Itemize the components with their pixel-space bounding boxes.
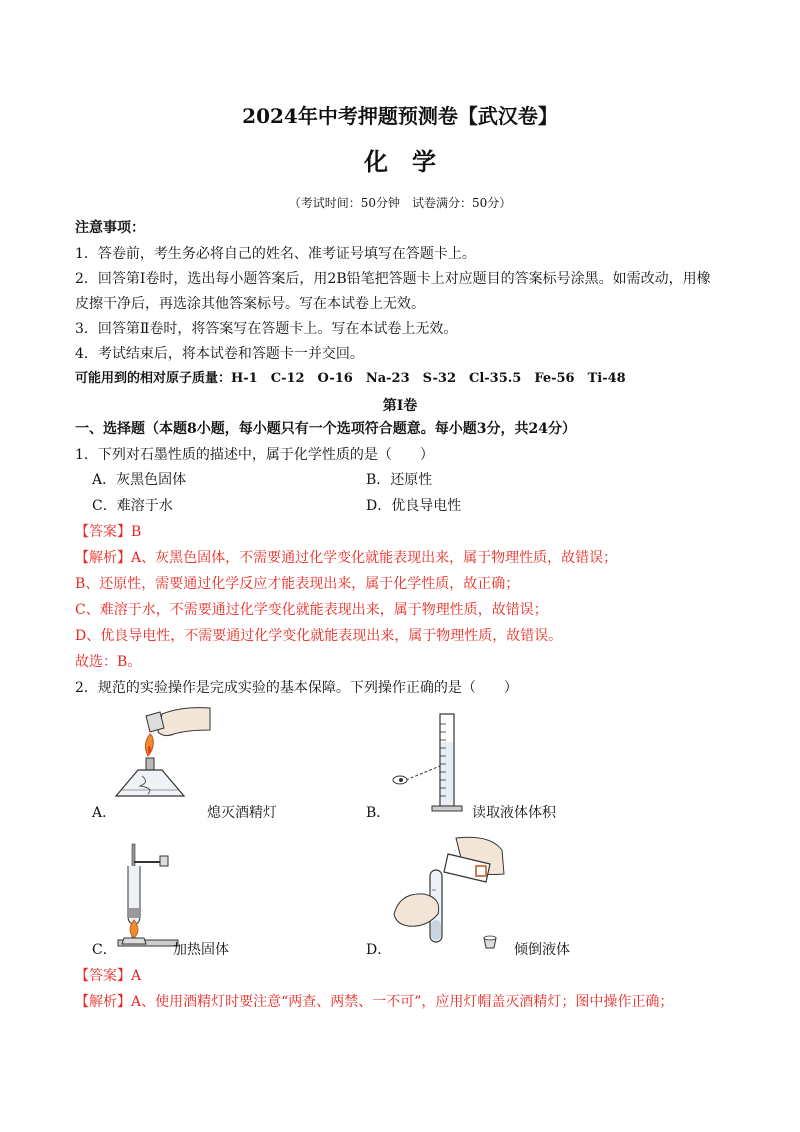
q1-option-d: D．优良导电性 <box>366 498 462 514</box>
q2-option-b-letter: B． <box>366 805 391 821</box>
note-item: 皮擦干净后，再选涂其他答案标号。写在本试卷上无效。 <box>75 296 425 312</box>
note-item: 3．回答第Ⅱ卷时，将答案写在答题卡上。写在本试卷上无效。 <box>75 321 458 337</box>
q1-analysis-line: 【解析】A、灰黑色固体，不需要通过化学变化就能表现出来，属于物理性质，故错误； <box>75 550 618 566</box>
alcohol-lamp-extinguish-figure <box>112 700 212 812</box>
subject-title: 化学 <box>364 147 460 176</box>
q2-option-c-caption: 加热固体 <box>173 942 229 958</box>
note-item: 1．答卷前，考生务必将自己的姓名、准考证号填写在答题卡上。 <box>75 246 476 262</box>
q1-analysis-line: D、优良导电性，不需要通过化学变化就能表现出来，属于物理性质，故错误。 <box>75 628 563 644</box>
q1-option-a: A．灰黑色固体 <box>92 472 187 488</box>
q2-option-c-letter: C． <box>92 942 117 958</box>
q2-analysis-line: 【解析】A、使用酒精灯时要注意“两查、两禁、一不可”，应用灯帽盖灭酒精灯；图中操作正确； <box>75 994 674 1010</box>
section-title: 第Ⅰ卷 <box>382 398 418 414</box>
q1-stem: 1．下列对石墨性质的描述中，属于化学性质的是（ ） <box>75 447 434 463</box>
exam-info: （考试时间：50分钟 试卷满分：50分） <box>288 196 512 210</box>
q1-answer: 【答案】B <box>75 524 142 540</box>
pouring-liquid-figure <box>390 830 510 952</box>
q1-option-b: B．还原性 <box>366 472 433 488</box>
q2-stem: 2．规范的实验操作是完成实验的基本保障。下列操作正确的是（ ） <box>75 680 518 696</box>
note-item: 4．考试结束后，将本试卷和答题卡一并交回。 <box>75 346 364 362</box>
q1-analysis-line: B、还原性，需要通过化学反应才能表现出来，属于化学性质，故正确； <box>75 576 520 592</box>
heating-solid-figure <box>112 840 184 952</box>
note-item: 2．回答第Ⅰ卷时，选出每小题答案后，用2B铅笔把答题卡上对应题目的答案标号涂黑。如需改动，用橡 <box>75 271 711 287</box>
q1-analysis-line: C、难溶于水，不需要通过化学变化就能表现出来，属于物理性质，故错误； <box>75 602 548 618</box>
q2-option-d-caption: 倾倒液体 <box>514 942 570 958</box>
q1-analysis-line: 故选：B。 <box>75 654 142 670</box>
q2-option-a-letter: A． <box>92 805 117 821</box>
q2-option-a-caption: 熄灭酒精灯 <box>207 805 277 821</box>
q2-option-b-caption: 读取液体体积 <box>472 805 556 821</box>
atomic-masses: 可能用到的相对原子质量：H-1 C-12 O-16 Na-23 S-32 Cl-35.5 Fe-56 Ti-48 <box>75 371 626 386</box>
q2-answer: 【答案】A <box>75 968 142 984</box>
section-heading: 一、选择题（本题8小题，每小题只有一个选项符合题意。每小题3分，共24分） <box>75 421 576 437</box>
notes-heading: 注意事项： <box>75 220 145 236</box>
graduated-cylinder-figure <box>390 712 480 814</box>
q1-option-c: C．难溶于水 <box>92 498 173 514</box>
page-title: 2024年中考押题预测卷【武汉卷】 <box>242 104 558 128</box>
q2-option-d-letter: D． <box>366 942 392 958</box>
